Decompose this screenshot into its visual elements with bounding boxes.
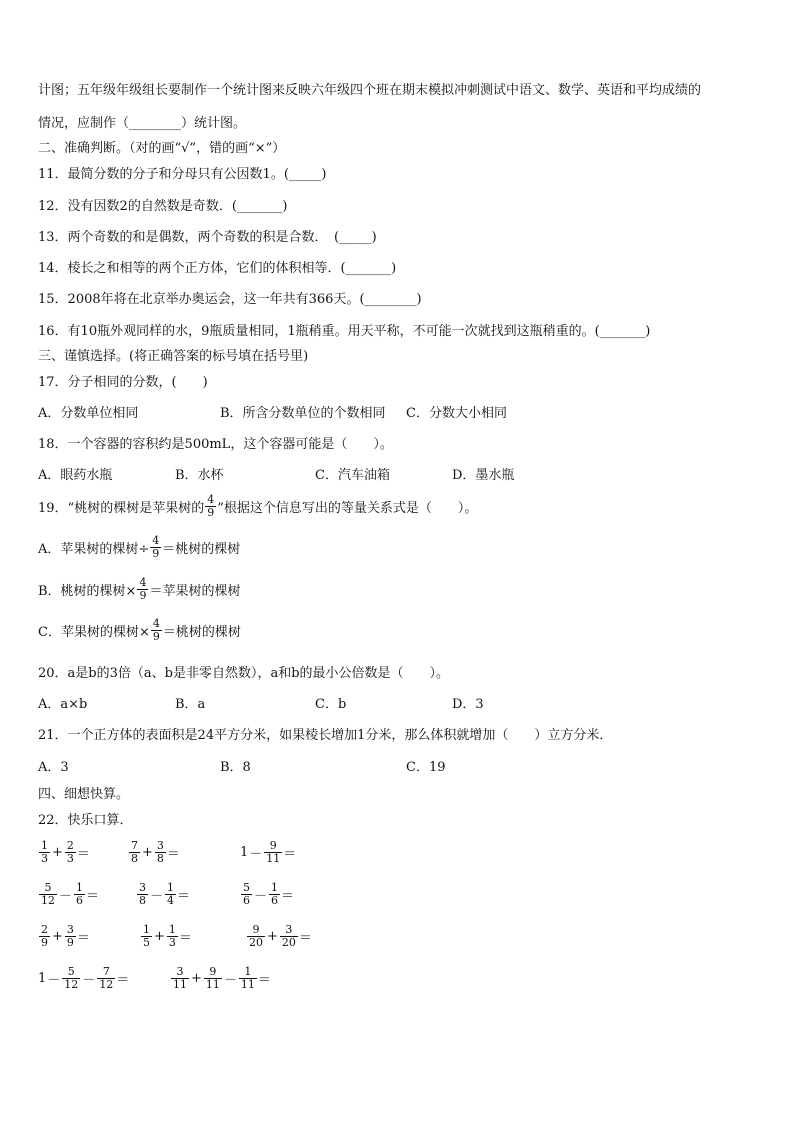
question-17: 17．分子相同的分数，( ) xyxy=(38,375,208,390)
section-3-title: 三、谨慎选择。(将正确答案的标号填在括号里) xyxy=(38,349,309,364)
section-2-title: 二、准确判断。（对的画“√”，错的画“×”） xyxy=(38,141,286,156)
equation-5: $\frac{3}{8}$ － $\frac{1}{4}$ ＝ xyxy=(139,881,191,907)
q20-option-a: A．a×b xyxy=(38,697,88,712)
q19-option-a: A．苹果树的棵树÷ $\frac{4}{9}$ ＝桃树的棵树 xyxy=(38,534,241,560)
equation-8: $\frac{1}{5}$ + $\frac{1}{3}$ ＝ xyxy=(143,923,192,949)
q20-option-d: D．3 xyxy=(452,697,484,712)
question-15: 15．2008年将在北京举办奥运会，这一年共有366天。(________) xyxy=(38,292,422,307)
question-12: 12．没有因数2的自然数是奇数．(_______) xyxy=(38,199,288,214)
q20-option-b: B．a xyxy=(175,697,206,712)
equation-11: $\frac{3}{11}$ + $\frac{9}{11}$ － $\frac{1}{11}$ ＝ xyxy=(173,965,271,991)
question-20: 20．a是b的3倍（a、b是非零自然数），a和b的最小公倍数是（ ）。 xyxy=(38,666,450,681)
equation-10: 1 － $\frac{5}{12}$ － $\frac{7}{12}$ ＝ xyxy=(38,965,130,991)
intro-line-1: 计图；五年级年级组长要制作一个统计图来反映六年级四个班在期末模拟冲刺测试中语文、数学、英语和平均成绩的 xyxy=(38,83,702,98)
q19-option-c: C．苹果树的棵树× $\frac{4}{9}$ ＝桃树的棵树 xyxy=(38,617,241,643)
question-21: 21．一个正方体的表面积是24平方分米，如果棱长增加1分米，那么体积就增加（ ）立方分米． xyxy=(38,728,613,743)
section-4-title: 四、细想快算。 xyxy=(38,787,130,802)
q18-option-c: C．汽车油箱 xyxy=(315,468,390,483)
question-14: 14．棱长之和相等的两个正方体，它们的体积相等．(_______) xyxy=(38,261,397,276)
q17-option-a: A．分数单位相同 xyxy=(38,406,139,421)
q19-stem-pre: 19．“桃树的棵树是苹果树的 xyxy=(38,501,205,516)
q19-fraction: $\frac{4}{9}$ xyxy=(207,493,215,519)
q18-option-b: B．水杯 xyxy=(175,468,224,483)
question-13: 13．两个奇数的和是偶数，两个奇数的积是合数． (_____) xyxy=(38,230,377,245)
question-22: 22．快乐口算． xyxy=(38,813,133,828)
q19-stem-post: ”根据这个信息写出的等量关系式是（ ）。 xyxy=(217,501,478,516)
equation-7: $\frac{2}{9}$ + $\frac{3}{9}$ ＝ xyxy=(41,923,90,949)
question-18: 18．一个容器的容积约是500mL，这个容器可能是（ ）。 xyxy=(38,437,393,452)
q18-option-d: D．墨水瓶 xyxy=(452,468,515,483)
equation-3: 1 － $\frac{9}{11}$ ＝ xyxy=(240,839,297,865)
equation-6: $\frac{5}{6}$ － $\frac{1}{6}$ ＝ xyxy=(243,881,295,907)
q19-option-b: B．桃树的棵树× $\frac{4}{9}$ ＝苹果树的棵树 xyxy=(38,576,241,602)
equation-9: $\frac{9}{20}$ + $\frac{3}{20}$ ＝ xyxy=(249,923,312,949)
question-16: 16．有10瓶外观同样的水，9瓶质量相同，1瓶稍重。用天平称，不可能一次就找到这瓶稍重的。(_______) xyxy=(38,324,651,339)
q20-option-c: C．b xyxy=(315,697,347,712)
q17-option-c: C．分数大小相同 xyxy=(406,406,507,421)
q18-option-a: A．眼药水瓶 xyxy=(38,468,113,483)
equation-1: $\frac{1}{3}$ + $\frac{2}{3}$ ＝ xyxy=(41,839,90,865)
question-19 xyxy=(38,494,477,519)
q21-option-b: B．8 xyxy=(220,760,251,775)
intro-line-2: 情况，应制作（________）统计图。 xyxy=(38,116,247,131)
equation-4: $\frac{5}{12}$ － $\frac{1}{6}$ ＝ xyxy=(41,881,100,907)
q17-option-b: B．所含分数单位的个数相同 xyxy=(220,406,386,421)
equation-2: $\frac{7}{8}$ + $\frac{3}{8}$ ＝ xyxy=(131,839,180,865)
q21-option-a: A．3 xyxy=(38,760,69,775)
q21-option-c: C．19 xyxy=(406,760,446,775)
question-11: 11．最简分数的分子和分母只有公因数1。(_____) xyxy=(38,167,327,182)
